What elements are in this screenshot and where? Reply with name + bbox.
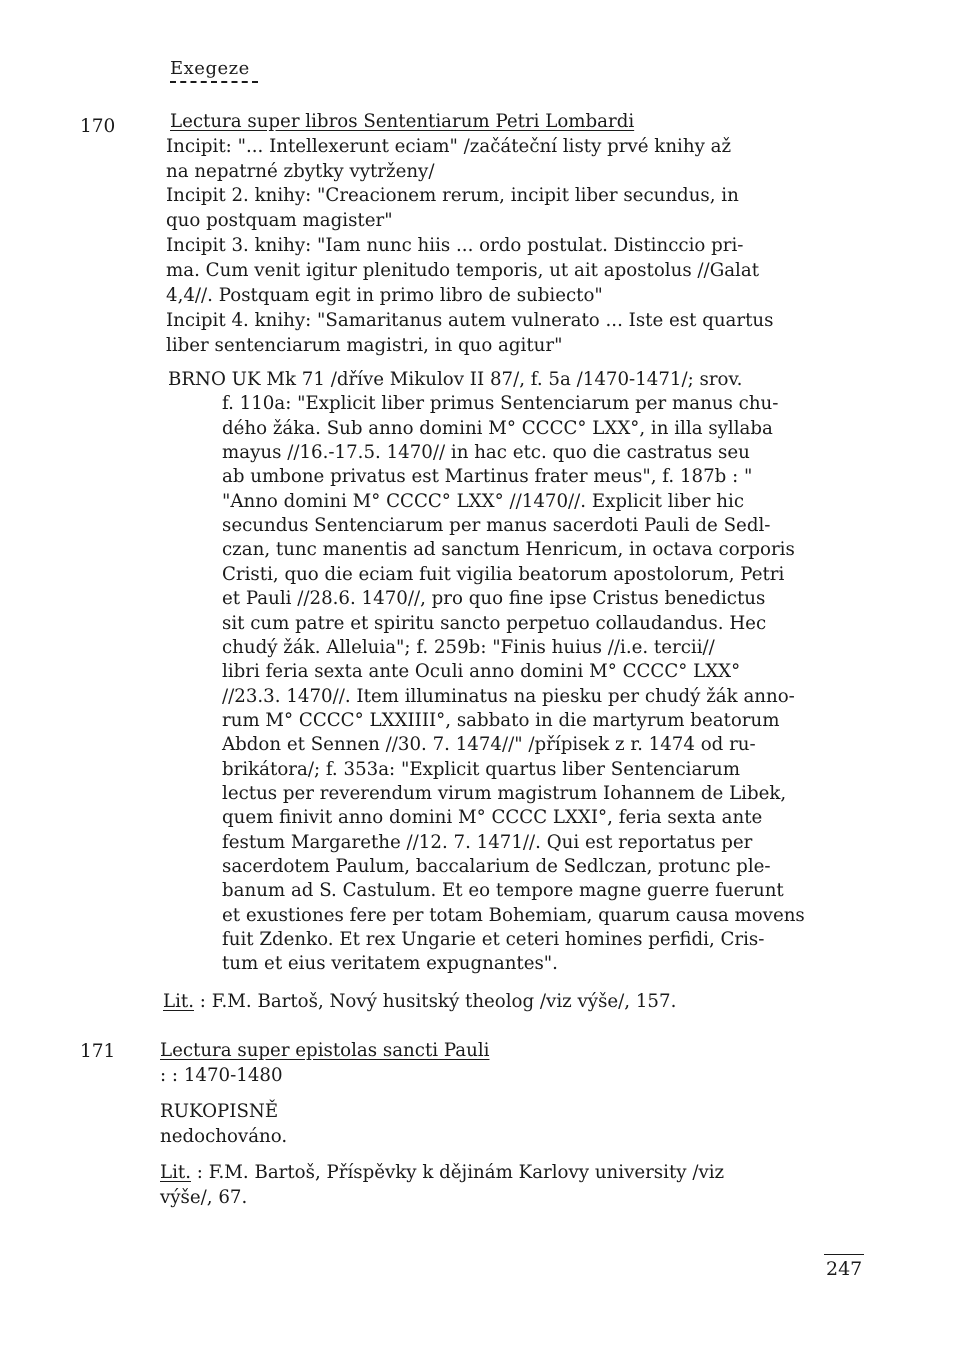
manuscript-line: lectus per reverendum virum magistrum Iohannem de Libek,	[222, 783, 787, 804]
manuscript-line: mayus //16.-17.5. 1470// in hac etc. quo die castratus seu	[222, 442, 750, 463]
lit-label-171: Lit.	[160, 1162, 191, 1183]
rukopisne-text: nedochováno.	[160, 1126, 288, 1147]
manuscript-line: sacerdotem Paulum, baccalarium de Sedlczan, protunc ple-	[222, 856, 771, 877]
literature-171-cont: výše/, 67.	[160, 1187, 248, 1208]
section-dash-rule	[170, 81, 258, 83]
manuscript-line: rum M° CCCC° LXXIIII°, sabbato in die martyrum beatorum	[222, 710, 780, 731]
manuscript-line: banum ad S. Castulum. Et eo tempore magne guerre fuerunt	[222, 880, 784, 901]
manuscript-line: et Pauli //28.6. 1470//, pro quo fine ipse Cristus benedictus	[222, 588, 766, 609]
manuscript-line: brikátora/; f. 353a: "Explicit quartus liber Sentenciarum	[222, 759, 740, 780]
manuscript-line: Abdon et Sennen //30. 7. 1474//" /přípisek z r. 1474 od ru-	[222, 734, 756, 755]
manuscript-line: et exustiones fere per totam Bohemiam, quarum causa movens	[222, 905, 805, 926]
manuscript-line: czan, tunc manentis ad sanctum Henricum, in octava corporis	[222, 539, 795, 560]
manuscript-line: festum Margarethe //12. 7. 1471//. Qui est reportatus per	[222, 832, 753, 853]
manuscript-line: sit cum patre et spiritu sancto perpetuo collaudandus. Hec	[222, 613, 767, 634]
manuscript-line: //23.3. 1470//. Item illuminatus na piesku per chudý žák anno-	[222, 686, 795, 707]
entry-date-171: : : 1470-1480	[160, 1065, 283, 1086]
incipit-line: liber sentenciarum magistri, in quo agitur"	[166, 335, 563, 356]
literature-171	[160, 1161, 724, 1185]
manuscript-line: chudý žák. Alleluia"; f. 259b: "Finis huius //i.e. tercii//	[222, 637, 715, 658]
manuscript-line: Cristi, quo die eciam fuit vigilia beatorum apostolorum, Petri	[222, 564, 785, 585]
entry-title-170: Lectura super libros Sententiarum Petri Lombardi	[170, 111, 635, 132]
literature-170	[163, 990, 676, 1014]
incipit-line: Incipit: "... Intellexerunt eciam" /začáteční listy prvé knihy až	[166, 136, 732, 157]
entry-number-171: 171	[80, 1041, 116, 1062]
manuscript-line: tum et eius veritatem expugnantes".	[222, 953, 558, 974]
manuscript-line: fuit Zdenko. Et rex Ungarie et ceteri homines perfidi, Cris-	[222, 929, 765, 950]
manuscript-line: "Anno domini M° CCCC° LXX° //1470//. Explicit liber hic	[222, 491, 745, 512]
section-title: Exegeze	[170, 58, 250, 79]
incipit-line: 4,4//. Postquam egit in primo libro de subiecto"	[166, 285, 603, 306]
incipit-line: Incipit 4. knihy: "Samaritanus autem vulnerato ... Iste est quartus	[166, 310, 774, 331]
manuscript-line: libri feria sexta ante Oculi anno domini M° CCCC° LXX°	[222, 661, 741, 682]
incipit-line: na nepatrné zbytky vytrženy/	[166, 161, 435, 182]
incipit-line: Incipit 2. knihy: "Creacionem rerum, incipit liber secundus, in	[166, 185, 739, 206]
manuscript-line: dého žáka. Sub anno domini M° CCCC° LXX°, in illa syllaba	[222, 418, 773, 439]
entry-number-170: 170	[80, 116, 116, 137]
incipit-line: quo postquam magister"	[166, 210, 393, 231]
manuscript-line: BRNO UK Mk 71 /dříve Mikulov II 87/, f. 5a /1470-1471/; srov.	[168, 369, 743, 390]
rukopisne-label: RUKOPISNĚ	[160, 1101, 279, 1122]
manuscript-line: f. 110a: "Explicit liber primus Sentenciarum per manus chu-	[222, 393, 779, 414]
manuscript-line: quem finivit anno domini M° CCCC LXXI°, feria sexta ante	[222, 807, 763, 828]
lit-text-170: : F.M. Bartoš, Nový husitský theolog /viz výše/, 157.	[199, 991, 677, 1012]
page-number: 247	[826, 1258, 863, 1280]
manuscript-line: ab umbone privatus est Martinus frater meus", f. 187b : "	[222, 466, 753, 487]
entry-title-171: Lectura super epistolas sancti Pauli	[160, 1040, 490, 1061]
incipit-line: Incipit 3. knihy: "Iam nunc hiis ... ordo postulat. Distinccio pri-	[166, 235, 744, 256]
section-heading	[170, 58, 258, 83]
lit-text-171-a: : F.M. Bartoš, Příspěvky k dějinám Karlovy university /viz	[196, 1162, 725, 1183]
lit-label-170: Lit.	[163, 991, 194, 1012]
incipit-line: ma. Cum venit igitur plenitudo temporis, ut ait apostolus //Galat	[166, 260, 760, 281]
manuscript-line: secundus Sentenciarum per manus sacerdoti Pauli de Sedl-	[222, 515, 771, 536]
